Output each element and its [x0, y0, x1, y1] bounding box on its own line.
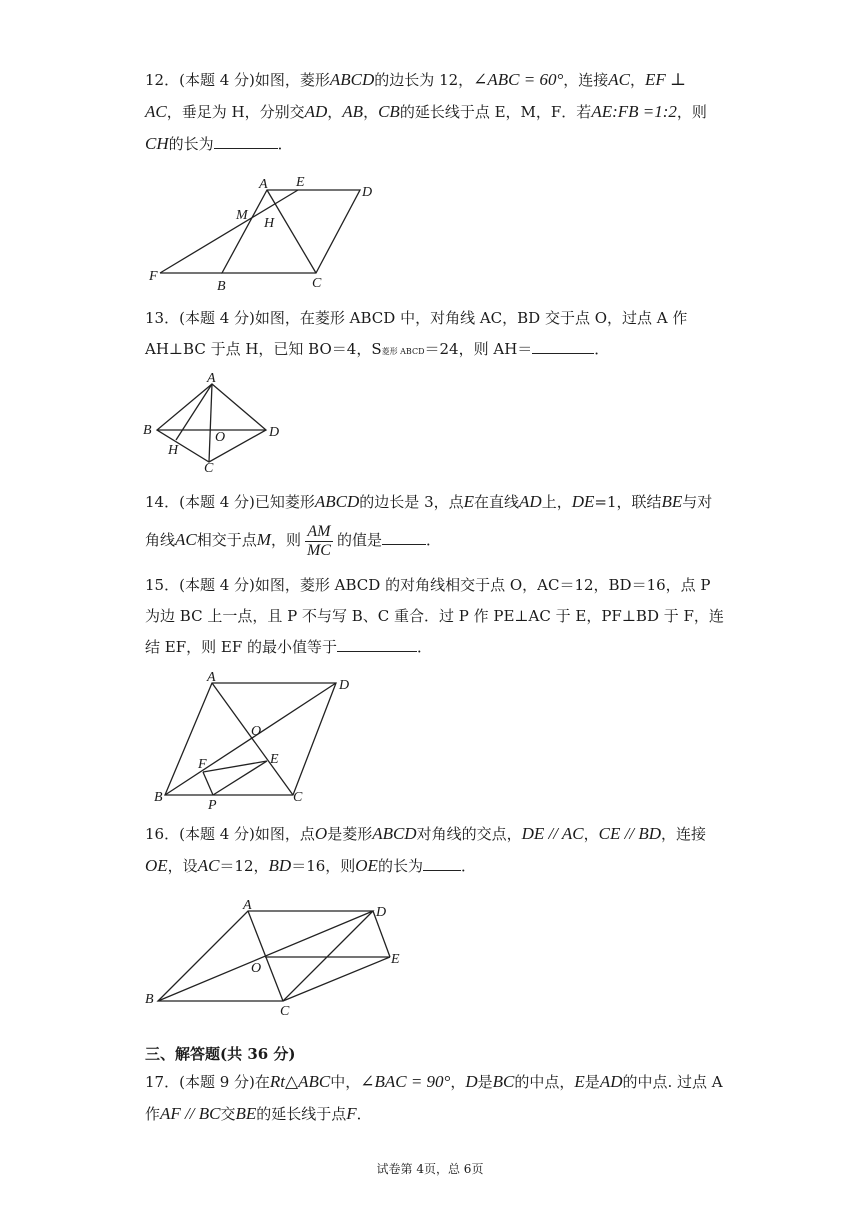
label-B: B — [154, 790, 163, 805]
label-O: O — [251, 961, 262, 976]
page-footer: 试卷第 4页，总 6页 — [376, 1162, 484, 1176]
answer-blank — [214, 132, 278, 149]
label-B: B — [217, 279, 226, 294]
label-B: B — [145, 992, 154, 1007]
label-F: F — [198, 757, 207, 772]
label-C: C — [293, 790, 303, 805]
question-13-text: 13．(本题 4 分)如图，在菱形 ABCD 中，对角线 AC，BD 交于点 O，过点 A 作 AH⊥BC 于点 H，已知 BO＝4，S菱形 ABCD＝24，则 AH＝ ． — [145, 309, 688, 358]
label-C: C — [312, 276, 322, 291]
label-O: O — [251, 724, 262, 739]
label-P: P — [208, 798, 217, 813]
question-14-text: 14．(本题 4 分)已知菱形ABCD的边长是 3，点E在直线AD上，DE=1，联结BE与对角线AC相交于点M，则 $\frac{AM}{MC}$ 的值是 ． — [145, 492, 713, 559]
label-C: C — [280, 1004, 290, 1019]
label-H: H — [168, 443, 179, 458]
figure-q16 — [140, 895, 410, 1020]
label-D: D — [376, 905, 387, 920]
label-E: E — [391, 952, 400, 967]
figure-q15 — [145, 665, 360, 813]
label-A: A — [207, 371, 216, 386]
answer-blank — [382, 528, 426, 545]
label-E: E — [296, 175, 305, 190]
label-F: F — [149, 269, 158, 284]
figure-q13 — [140, 370, 290, 475]
label-H: H — [264, 216, 275, 231]
question-15-text: 15．(本题 4 分)如图，菱形 ABCD 的对角线相交于点 O，AC＝12，BD＝16，点 P 为边 BC 上一点，且 P 不与写 B、C 重合．过 P 作 PE⊥AC 于 E，PF⊥BD 于 F，连结 EF，则 EF 的最小值等于 ． — [145, 576, 724, 656]
question-12-text: 12．(本题 4 分)如图，菱形ABCD的边长为 12，∠ABC = 60°，连接AC，EF ⊥ AC，垂足为 H，分别交AD，AB，CB的延长线于点 E，M，F．若AE:FB =1:2，则CH的长为 ． — [145, 70, 707, 153]
figure-q12 — [140, 170, 390, 295]
answer-blank — [337, 635, 417, 652]
label-A: A — [259, 177, 268, 192]
section-title: 三、解答题(共 36 分) — [145, 1045, 296, 1063]
label-A: A — [243, 898, 252, 913]
fraction-am-mc: $\frac{AM}{MC}$ — [306, 522, 331, 559]
label-D: D — [339, 678, 350, 693]
label-M: M — [236, 208, 248, 223]
label-D: D — [269, 425, 280, 440]
question-17-text: 17．(本题 9 分)在Rt△ABC中，∠BAC = 90°，D是BC的中点，E是AD的中点. 过点 A 作AF // BC交BE的延长线于点F． — [145, 1072, 723, 1123]
label-D: D — [362, 185, 373, 200]
label-O: O — [215, 430, 226, 445]
answer-blank — [532, 337, 594, 354]
answer-blank — [423, 854, 461, 871]
label-B: B — [143, 423, 152, 438]
label-A: A — [207, 670, 216, 685]
question-16-text: 16．(本题 4 分)如图，点O是菱形ABCD对角线的交点，DE // AC，CE // BD，连接OE，设AC＝12，BD＝16，则OE的长为 ． — [145, 824, 707, 875]
label-C: C — [204, 461, 214, 475]
label-E: E — [270, 752, 279, 767]
